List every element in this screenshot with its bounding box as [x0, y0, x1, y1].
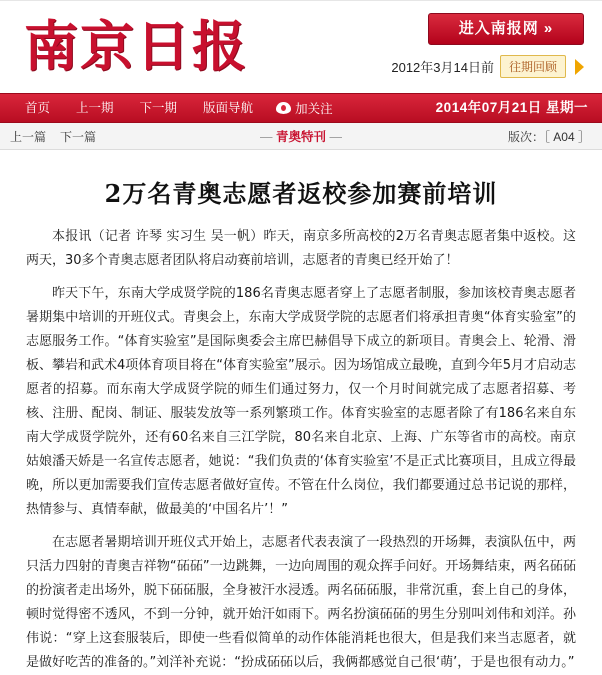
archive-date-row: [391, 55, 584, 78]
article-body: [26, 225, 576, 675]
archive-button[interactable]: 往期回顾: [500, 55, 566, 78]
archive-date-label: 2012年3月14日前: [391, 60, 494, 75]
chevron-right-icon: [575, 59, 584, 75]
weibo-follow-button[interactable]: [266, 99, 343, 117]
article-paragraph: 本报讯（记者 许琴 实习生 吴一帆）昨天，南京多所高校的2万名青奥志愿者集中返校。这两天，30多个青奥志愿者团队将启动赛前培训，志愿者的青奥已经开始了！: [26, 229, 576, 268]
weibo-follow-label: 加关注: [295, 102, 333, 116]
nav-item-home[interactable]: 首页: [25, 101, 51, 115]
page-title: 2万名青奥志愿者返校参加赛前培训: [104, 179, 498, 208]
page-number-label: 版次：［ A04 ］: [507, 129, 590, 144]
section-dash-right: —: [329, 130, 342, 144]
nav-item-next-issue[interactable]: 下一期: [139, 101, 178, 115]
nav-item-prev-issue[interactable]: 上一期: [76, 101, 114, 115]
nav-item-page-navigation[interactable]: 版面导航: [203, 101, 254, 115]
article-subbar: [0, 123, 602, 150]
article-container: [0, 150, 602, 675]
current-issue-date: 2014年07月21日 星期一: [435, 100, 588, 115]
main-navbar: [0, 93, 602, 123]
prev-article-link[interactable]: 上一篇: [10, 129, 47, 144]
newspaper-logo: 南京日报: [24, 14, 248, 78]
weibo-eye-icon: [276, 102, 291, 114]
nav-item-list: [0, 94, 343, 122]
enter-site-button[interactable]: 进入南报网 »: [428, 13, 584, 45]
next-article-link[interactable]: 下一篇: [60, 129, 97, 144]
masthead: [0, 0, 602, 93]
section-title: 青奥特刊: [275, 130, 326, 144]
article-paragraph: 在志愿者暑期培训开班仪式开始上，志愿者代表表演了一段热烈的开场舞，表演队伍中，两只活力四射的青奥吉祥物“砳砳”一边跳舞，一边向周围的观众挥手问好。开场舞结束，两名砳砳的扮演者走出场外，脱下砳砳服，全身被汗水浸透。两名砳砳服，非常沉重，套上自己的身体，顿时觉得密不透风，不到一分钟，就开始汗如雨下。两名扮演砳砳的男生分别叫刘伟和刘洋。孙伟说：“穿上这套服装后，即使一些看似简单的动作体能消耗也很大，但是我们来当志愿者，就是做好吃苦的准备的。”刘洋补充说：“扮成砳砳以后，我俩都感觉自己很‘萌’，于是也很有动力。”: [26, 535, 576, 670]
article-paragraph: 昨天下午，东南大学成贤学院的186名青奥志愿者穿上了志愿者制服，参加该校青奥志愿者暑期集中培训的开班仪式。青奥会上，东南大学成贤学院的志愿者们将承担青奥“体育实验室”的志愿服务工作。“体育实验室”是国际奥委会主席巴赫倡导下成立的新项目。青奥会上、轮滑、滑板、攀岩和武术4项体育项目将在“体育实验室”展示。因为场馆成立最晚，直到今年5月才启动志愿者的招募。而东南大学成贤学院的师生们通过努力，仅一个月时间就完成了志愿者招募、考核、注册、配岗、制证、服装发放等一系列繁琐工作。体育实验室的志愿者除了有186名来自东南大学成贤学院外，还有60名来自三江学院，80名来自北京、上海、广东等省市的高校。南京姑娘潘天娇是一名宣传志愿者，她说：“我们负责的‘体育实验室’不是正式比赛项目，且成立得最晚，所以更加需要我们宣传志愿者做好宣传。不管在什么岗位，我们都要通过总书记说的那样，热情参与、真情奉献，做最美的‘中国名片’！”: [26, 286, 577, 517]
section-dash-left: —: [260, 130, 273, 144]
